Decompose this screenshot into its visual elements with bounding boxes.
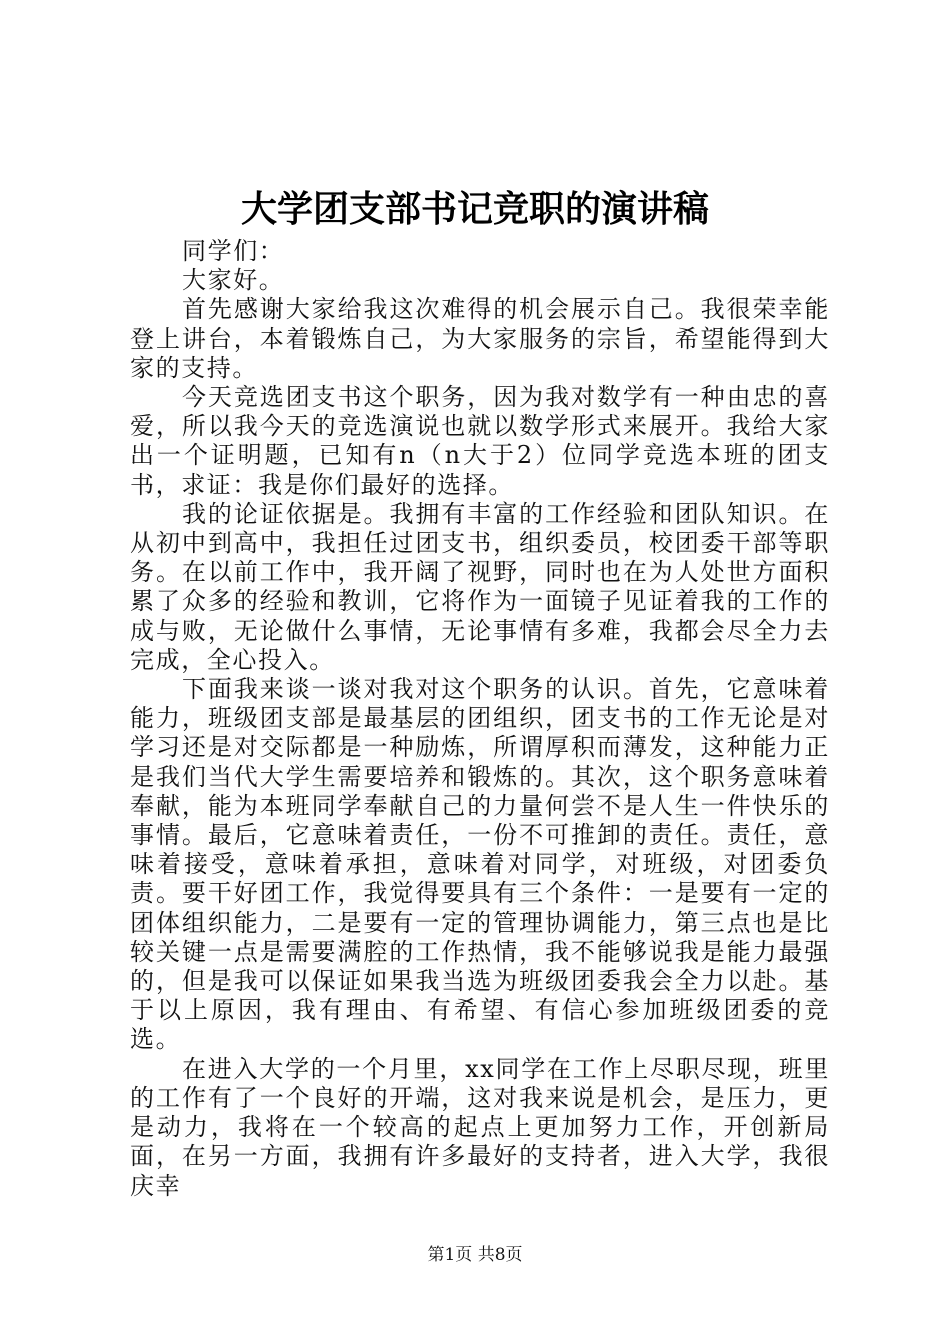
paragraph-intro: 首先感谢大家给我这次难得的机会展示自己。我很荣幸能登上讲台，本着锻炼自己，为大家服务的宗旨，希望能得到大家的支持。: [130, 295, 830, 382]
page-number-footer: 第1页 共8页: [427, 1245, 523, 1265]
paragraph-role-understanding: 下面我来谈一谈对我对这个职务的认识。首先，它意味着能力，班级团支部是最基层的团组织，团支书的工作无论是对学习还是对交际都是一种励炼，所谓厚积而薄发，这种能力正是我们当代大学生需要培养和锻炼的。其次，这个职务意味着奉献，能为本班同学奉献自己的力量何尝不是人生一件快乐的事情。最后，它意味着责任，一份不可推卸的责任。责任，意味着接受，意味着承担，意味着对同学，对班级，对团委负责。要干好团工作，我觉得要具有三个条件：一是要有一定的团体组织能力，二是要有一定的管理协调能力，第三点也是比较关键一点是需要满腔的工作热情，我不能够说我是能力最强的，但是我可以保证如果我当选为班级团委我会全力以赴。基于以上原因，我有理由、有希望、有信心参加班级团委的竞选。: [130, 675, 830, 1054]
paragraph-math-proof: 今天竞选团支书这个职务，因为我对数学有一种由忠的喜爱，所以我今天的竞选演说也就以数学形式来展开。我给大家出一个证明题，已知有n（n大于2）位同学竞选本班的团支书，求证：我是你们最好的选择。: [130, 383, 830, 499]
document-title: 大学团支部书记竞职的演讲稿: [240, 188, 709, 230]
paragraph-hello: 大家好。: [182, 266, 285, 295]
paragraph-greeting: 同学们：: [182, 237, 285, 265]
paragraph-first-month: 在进入大学的一个月里，xx同学在工作上尽职尽现，班里的工作有了一个良好的开端，这对我来说是机会，是压力，更是动力，我将在一个较高的起点上更加努力工作，开创新局面，在另一方面，我拥有许多最好的支持者，进入大学，我很庆幸: [130, 1054, 830, 1200]
document-body: [130, 237, 830, 1201]
paragraph-experience: 我的论证依据是。我拥有丰富的工作经验和团队知识。在从初中到高中，我担任过团支书，组织委员，校团委干部等职务。在以前工作中，我开阔了视野，同时也在为人处世方面积累了众多的经验和教训，它将作为一面镜子见证着我的工作的成与败，无论做什么事情，无论事情有多难，我都会尽全力去完成，全心投入。: [130, 499, 830, 674]
